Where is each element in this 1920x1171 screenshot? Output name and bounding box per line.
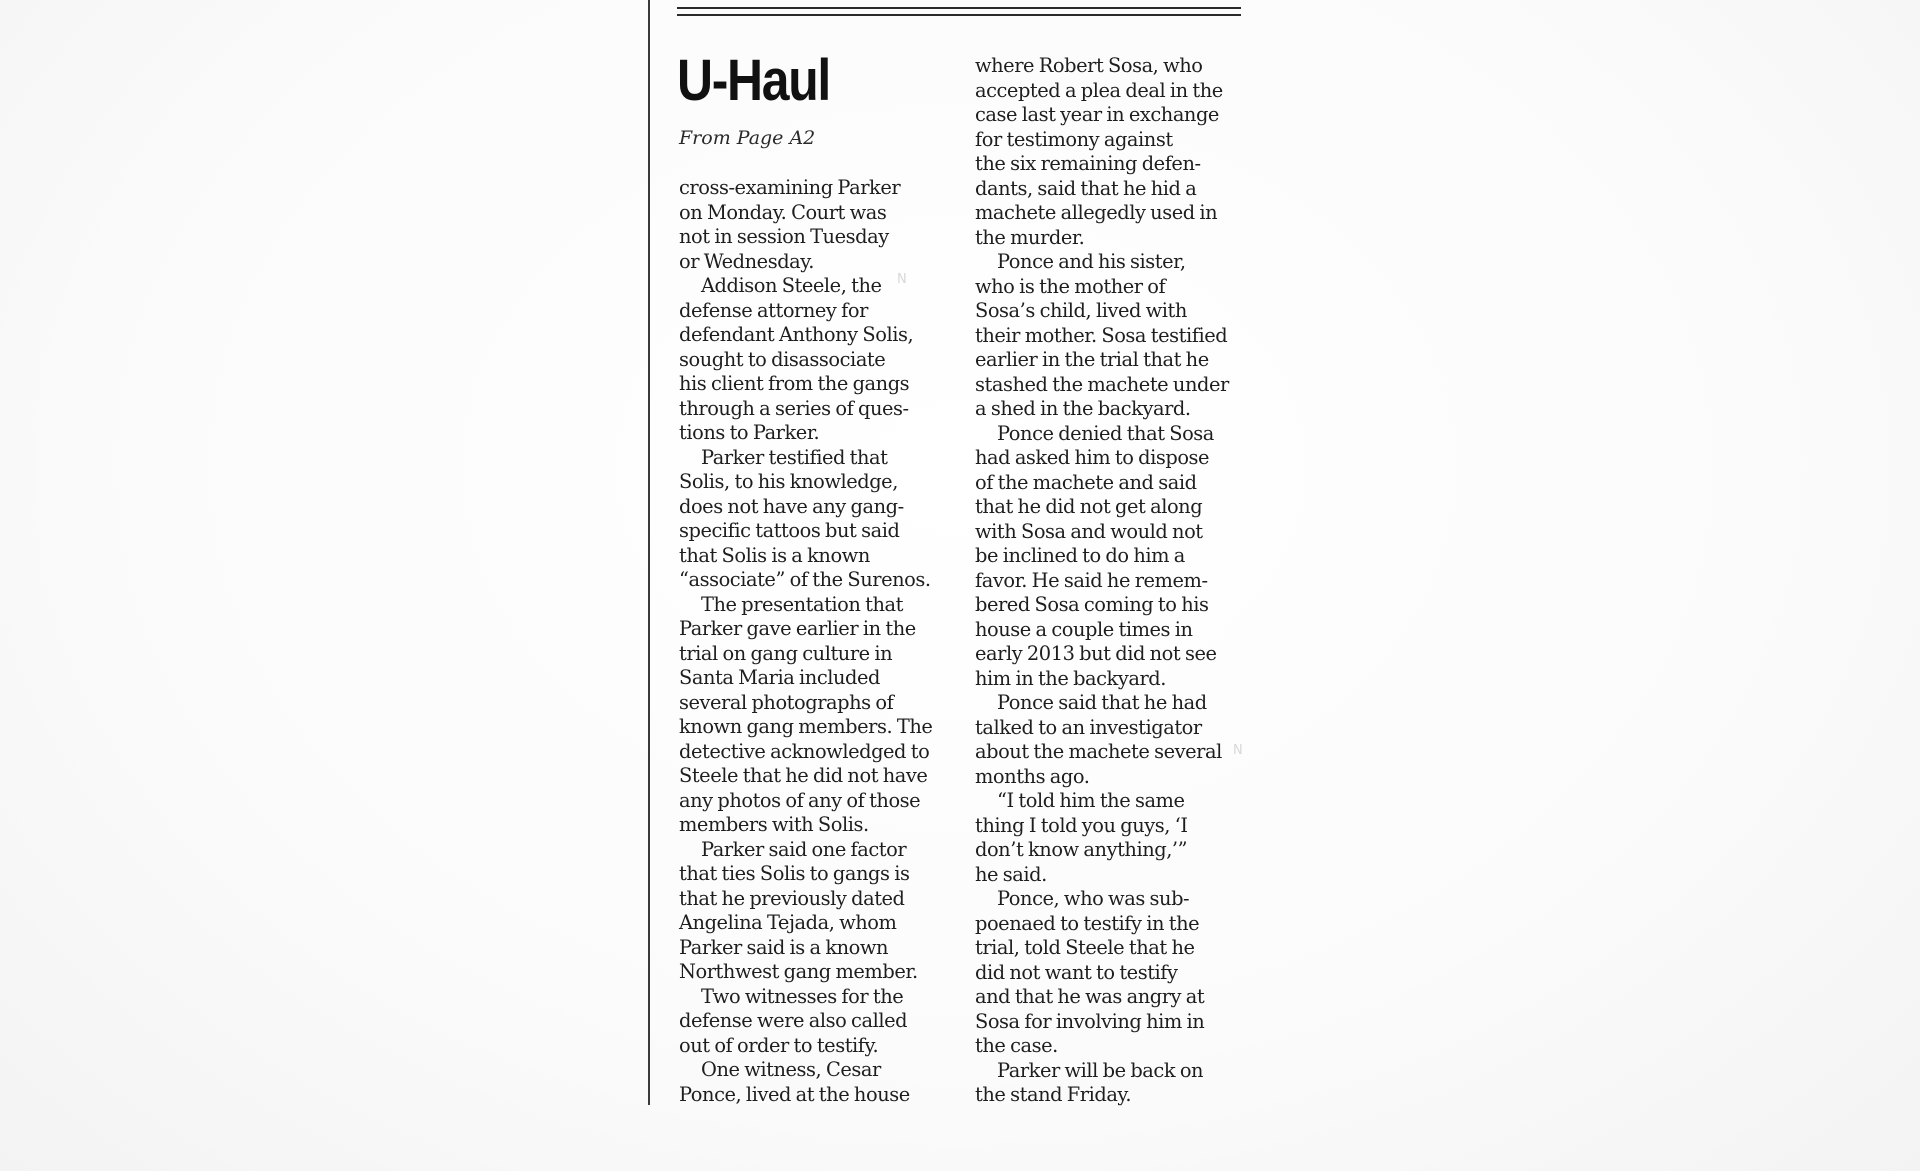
article-headline: U-Haul — [677, 48, 830, 113]
article-text-line: early 2013 but did not see — [975, 642, 1217, 665]
article-text-line: “associate” of the Surenos. — [679, 568, 931, 591]
article-text-line: several photographs of — [679, 690, 894, 714]
article-text-line: and that he was angry at — [975, 985, 1205, 1008]
article-text-line: that ties Solis to gangs is — [679, 862, 910, 885]
article-text-line: bered Sosa coming to his — [975, 593, 1209, 616]
top-double-rule — [677, 7, 1241, 16]
article-paragraph — [975, 250, 1250, 422]
article-text-line: Angelina Tejada, whom — [679, 911, 897, 934]
article-text-line: Santa Maria included — [679, 666, 880, 689]
article-column-right — [975, 54, 1250, 1108]
article-column-left — [679, 176, 954, 1107]
article-text-line: cross-examining Parker — [679, 176, 901, 199]
article-paragraph — [679, 593, 954, 838]
article-text-line: trial on gang culture in — [679, 641, 893, 665]
article-text-line: thing I told you guys, ‘I — [975, 813, 1188, 837]
article-text-line: or Wednesday. — [679, 249, 814, 273]
article-paragraph — [679, 1058, 954, 1107]
article-text-line: a shed in the backyard. — [975, 397, 1191, 420]
article-text-line: through a series of ques- — [679, 396, 909, 420]
article-text-line: detective acknowledged to — [679, 739, 930, 763]
article-text-line: Ponce denied that Sosa — [997, 421, 1214, 445]
article-text-line: talked to an investigator — [975, 715, 1202, 739]
article-paragraph — [679, 838, 954, 985]
article-text-line: Parker said is a known — [679, 935, 889, 959]
article-paragraph — [679, 274, 954, 446]
article-text-line: Sosa for involving him in — [975, 1009, 1205, 1033]
article-text-line: defense were also called — [679, 1009, 908, 1032]
article-paragraph — [975, 887, 1250, 1059]
article-text-line: case last year in exchange — [975, 103, 1219, 126]
article-text-line: Ponce said that he had — [997, 691, 1207, 714]
article-text-line: One witness, Cesar — [701, 1058, 881, 1081]
article-text-line: about the machete several — [975, 740, 1222, 763]
article-text-line: Parker testified that — [701, 445, 888, 469]
jump-line: From Page A2 — [679, 127, 816, 149]
article-text-line: known gang members. The — [679, 715, 933, 738]
article-text-line: house a couple times in — [975, 617, 1193, 641]
article-text-line: Northwest gang member. — [679, 960, 918, 983]
article-text-line: out of order to testify. — [679, 1033, 879, 1057]
article-text-line: the murder. — [975, 225, 1085, 249]
article-paragraph — [975, 789, 1250, 887]
article-text-line: he said. — [975, 862, 1047, 886]
article-text-line: dants, said that he hid a — [975, 176, 1197, 200]
article-text-line: that Solis is a known — [679, 543, 870, 567]
article-text-line: stashed the machete under — [975, 372, 1229, 396]
article-text-line: the six remaining defen- — [975, 152, 1201, 175]
article-text-line: The presentation that — [701, 592, 903, 616]
article-text-line: their mother. Sosa testified — [975, 323, 1228, 347]
article-text-line: defendant Anthony Solis, — [679, 323, 914, 346]
article-text-line: does not have any gang- — [679, 494, 904, 518]
column-divider-rule — [648, 0, 650, 1105]
article-text-line: poenaed to testify in the — [975, 911, 1200, 935]
article-paragraph — [975, 54, 1250, 250]
article-text-line: the stand Friday. — [975, 1083, 1132, 1106]
article-text-line: the case. — [975, 1034, 1058, 1057]
article-paragraph — [975, 1059, 1250, 1108]
article-text-line: Ponce, lived at the house — [679, 1082, 910, 1106]
article-text-line: where Robert Sosa, who — [975, 54, 1203, 77]
article-text-line: for testimony against — [975, 127, 1173, 151]
article-text-line: machete allegedly used in — [975, 201, 1218, 224]
article-paragraph — [975, 691, 1250, 789]
article-paragraph — [975, 422, 1250, 692]
article-text-line: did not want to testify — [975, 960, 1178, 984]
article-text-line: with Sosa and would not — [975, 519, 1203, 543]
article-text-line: not in session Tuesday — [679, 225, 889, 248]
article-text-line: that he did not get along — [975, 495, 1203, 518]
article-text-line: him in the backyard. — [975, 666, 1166, 690]
article-text-line: be inclined to do him a — [975, 544, 1185, 567]
article-text-line: Parker gave earlier in the — [679, 617, 916, 640]
article-text-line: had asked him to dispose — [975, 446, 1210, 469]
article-text-line: earlier in the trial that he — [975, 348, 1209, 371]
article-text-line: Addison Steele, the — [701, 274, 882, 297]
article-text-line: don’t know anything,’” — [975, 838, 1188, 861]
article-text-line: his client from the gangs — [679, 372, 910, 395]
article-text-line: accepted a plea deal in the — [975, 78, 1223, 102]
scan-artifact-mark: N — [1233, 743, 1243, 758]
article-text-line: Solis, to his knowledge, — [679, 470, 898, 493]
article-text-line: Sosa’s child, lived with — [975, 299, 1187, 322]
article-text-line: months ago. — [975, 764, 1090, 788]
article-text-line: any photos of any of those — [679, 788, 921, 812]
article-text-line: Ponce, who was sub- — [997, 887, 1190, 910]
article-paragraph — [679, 985, 954, 1059]
article-text-line: “I told him the same — [997, 789, 1185, 812]
article-paragraph — [679, 176, 954, 274]
scan-artifact-mark: N — [897, 272, 907, 287]
article-text-line: Parker will be back on — [997, 1058, 1204, 1082]
article-text-line: trial, told Steele that he — [975, 936, 1195, 959]
article-text-line: specific tattoos but said — [679, 519, 900, 542]
article-text-line: of the machete and said — [975, 470, 1197, 494]
article-text-line: defense attorney for — [679, 298, 868, 322]
article-text-line: Parker said one factor — [701, 837, 907, 861]
article-text-line: that he previously dated — [679, 886, 905, 910]
article-text-line: Steele that he did not have — [679, 764, 928, 787]
article-text-line: who is the mother of — [975, 274, 1166, 298]
article-text-line: sought to disassociate — [679, 347, 886, 371]
article-text-line: Ponce and his sister, — [997, 250, 1186, 273]
article-text-line: members with Solis. — [679, 813, 869, 836]
article-text-line: tions to Parker. — [679, 421, 820, 444]
article-text-line: favor. He said he remem- — [975, 568, 1208, 592]
article-text-line: on Monday. Court was — [679, 200, 887, 224]
article-paragraph — [679, 446, 954, 593]
article-text-line: Two witnesses for the — [701, 984, 904, 1008]
